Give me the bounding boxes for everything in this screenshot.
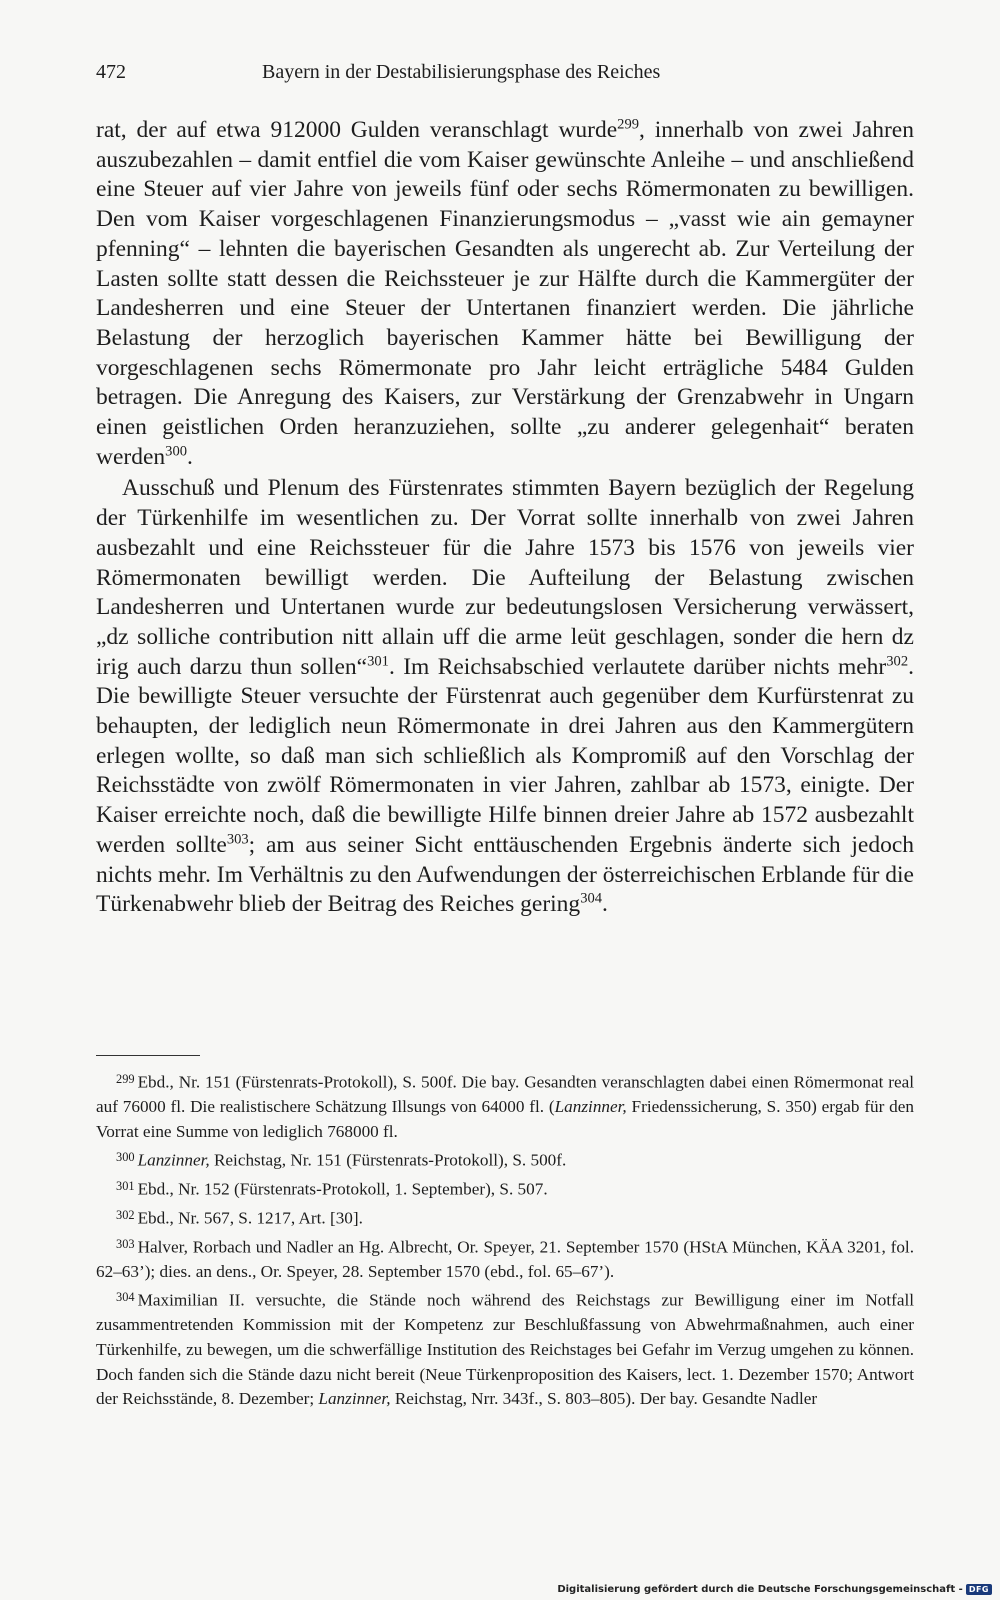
footnote-number: 299 [116, 1072, 135, 1086]
author-name: Lanzinner, [554, 1096, 627, 1116]
footnote-number: 302 [116, 1207, 135, 1222]
author-name: Lanzinner, [137, 1150, 210, 1170]
footnote-number: 300 [116, 1150, 135, 1165]
text-segment: rat, der auf etwa 912000 Gulden veranschlagt wurde [96, 117, 618, 143]
footnote-299 [96, 1067, 914, 1144]
page-number: 472 [96, 61, 126, 83]
text-segment: ; am aus seiner Sicht enttäuschenden Ergebnis änderte sich jedoch nichts mehr. Im Verhältnis zu den Aufwendungen der österreichischen Erblande für die Türkenabwehr blieb der Beitrag des Reiches gering [96, 831, 914, 918]
digitization-footer [557, 1584, 992, 1595]
footnotes [96, 1067, 914, 1413]
footnote-303 [96, 1232, 914, 1285]
text-segment: . Im Reichsabschied verlautete darüber nichts mehr [388, 653, 887, 680]
footnote-304 [96, 1285, 914, 1411]
footnote-number: 303 [116, 1236, 135, 1251]
footnote-text: Ebd., Nr. 152 (Fürstenrats-Protokoll, 1. September), S. 507. [137, 1179, 548, 1199]
running-title: Bayern in der Destabilisierungsphase des Reiches [262, 61, 661, 83]
footnote-ref-302: 302 [886, 652, 909, 669]
footnote-separator [96, 1055, 200, 1056]
footnote-ref-301: 301 [367, 652, 389, 669]
paragraph-1 [96, 116, 914, 472]
text-segment: . Die bewilligte Steuer versuchte der Fürstenrat auch gegenüber dem Kurfürstenrat zu behaupten, der lediglich neun Römermonate in drei Jahren aus den Kammergütern erlegen wollte, so daß man sich schließlich als Kompromiß auf den Vorschlag der Reichsstädte von zwölf Römermonaten in vier Jahren, zahlbar ab 1573, einigte. Der Kaiser erreichte noch, daß die bewilligte Hilfe binnen dreier Jahre ab 1572 ausbezahlt werden sollte [96, 653, 914, 858]
footnote-text: Reichstag, Nrr. 343f., S. 803–805). Der bay. Gesandte Nadler [390, 1389, 818, 1409]
footnote-ref-303: 303 [226, 831, 249, 848]
footnote-number: 301 [116, 1179, 135, 1194]
paragraph-2 [96, 474, 914, 920]
text-segment: Ausschuß und Plenum des Fürstenrates stimmten Bayern bezüglich der Regelung der Türkenhilfe im wesentlichen zu. Der Vorrat sollte innerhalb von zwei Jahren ausbezahlt und eine Reichssteuer für die Jahre 1573 bis 1576 von jeweils vier Römermonaten bewilligt werden. Die Aufteilung der Belastung zwischen Landesherren und Untertanen wurde zur bedeutungslosen Versicherung verwässert, „dz solliche contribution nitt allain uff die arme leüt geschlagen, sonder die hern dz irig auch darzu thun sollen“ [96, 475, 914, 680]
main-text [96, 116, 914, 920]
footnote-text: Maximilian II. versuchte, die Stände noch während des Reichstags zur Bewilligung einer im Notfall zusammentretenden Kommission mit der Kompetenz zur Beschlußfassung von Abwehrmaßnahmen, auch einer Türkenhilfe, zu bewegen, um die schwerfällige Institution des Reichstages bei Gefahr im Verzug umgehen zu können. Doch fanden sich die Stände dazu nicht bereit (Neue Türkenproposition des Kaisers, lect. 1. Dezember 1570; Antwort der Reichsstände, 8. Dezember; [96, 1290, 914, 1409]
footnote-text: Friedenssicherung, S. 350) ergab für den Vorrat eine Summe von lediglich 768000 fl. [96, 1096, 914, 1141]
footnote-text: Halver, Rorbach und Nadler an Hg. Albrecht, Or. Speyer, 21. September 1570 (HStA München, KÄA 3201, fol. 62–63’); dies. an dens., Or. Speyer, 28. September 1570 (ebd., fol. 65–67’). [96, 1237, 914, 1281]
text-segment: . [602, 891, 608, 918]
footnote-ref-300: 300 [165, 443, 188, 459]
footnote-301 [96, 1174, 914, 1202]
footnote-ref-299: 299 [617, 116, 640, 133]
footer-text: Digitalisierung gefördert durch die Deutsche Forschungsgemeinschaft - [557, 1584, 963, 1595]
footnote-text: Ebd., Nr. 567, S. 1217, Art. [30]. [137, 1208, 363, 1228]
footnote-number: 304 [116, 1290, 135, 1305]
author-name: Lanzinner, [318, 1389, 391, 1409]
footnote-ref-304: 304 [580, 890, 603, 907]
text-segment: , innerhalb von zwei Jahren auszubezahlen – damit entfiel die vom Kaiser gewünschte Anleihe – und anschließend eine Steuer auf vier Jahre von jeweils fünf oder sechs Römermonaten zu bewilligen. Den vom Kaiser vorgeschlagenen Finanzierungsmodus – „vasst wie ain gemayner pfenning“ – lehnten die bayerischen Gesandten als ungerecht ab. Zur Verteilung der Lasten sollte statt dessen die Reichssteuer je zur Hälfte durch die Kammergüter der Landesherren und eine Steuer der Untertanen finanziert werden. Die jährliche Belastung der herzoglich bayerischen Kammer hätte bei Bewilligung der vorgeschlagenen sechs Römermonate pro Jahr leicht erträgliche 5484 Gulden betragen. Die Anregung des Kaisers, zur Verstärkung der Grenzabwehr in Ungarn einen geistlichen Orden heranzuziehen, sollte „zu anderer gelegenhait“ beraten werden [96, 117, 914, 470]
dfg-logo: DFG [966, 1584, 992, 1595]
footnote-300 [96, 1145, 914, 1173]
text-segment: . [187, 443, 193, 470]
footnote-302 [96, 1203, 914, 1231]
footnote-text: Reichstag, Nr. 151 (Fürstenrats-Protokoll), S. 500f. [209, 1150, 567, 1170]
footnote-text: Ebd., Nr. 151 (Fürstenrats-Protokoll), S. 500f. Die bay. Gesandten veranschlagten dabei einen Römermonat real auf 76000 fl. Die realistischere Schätzung Illsungs von 64000 fl. ( [96, 1072, 914, 1116]
